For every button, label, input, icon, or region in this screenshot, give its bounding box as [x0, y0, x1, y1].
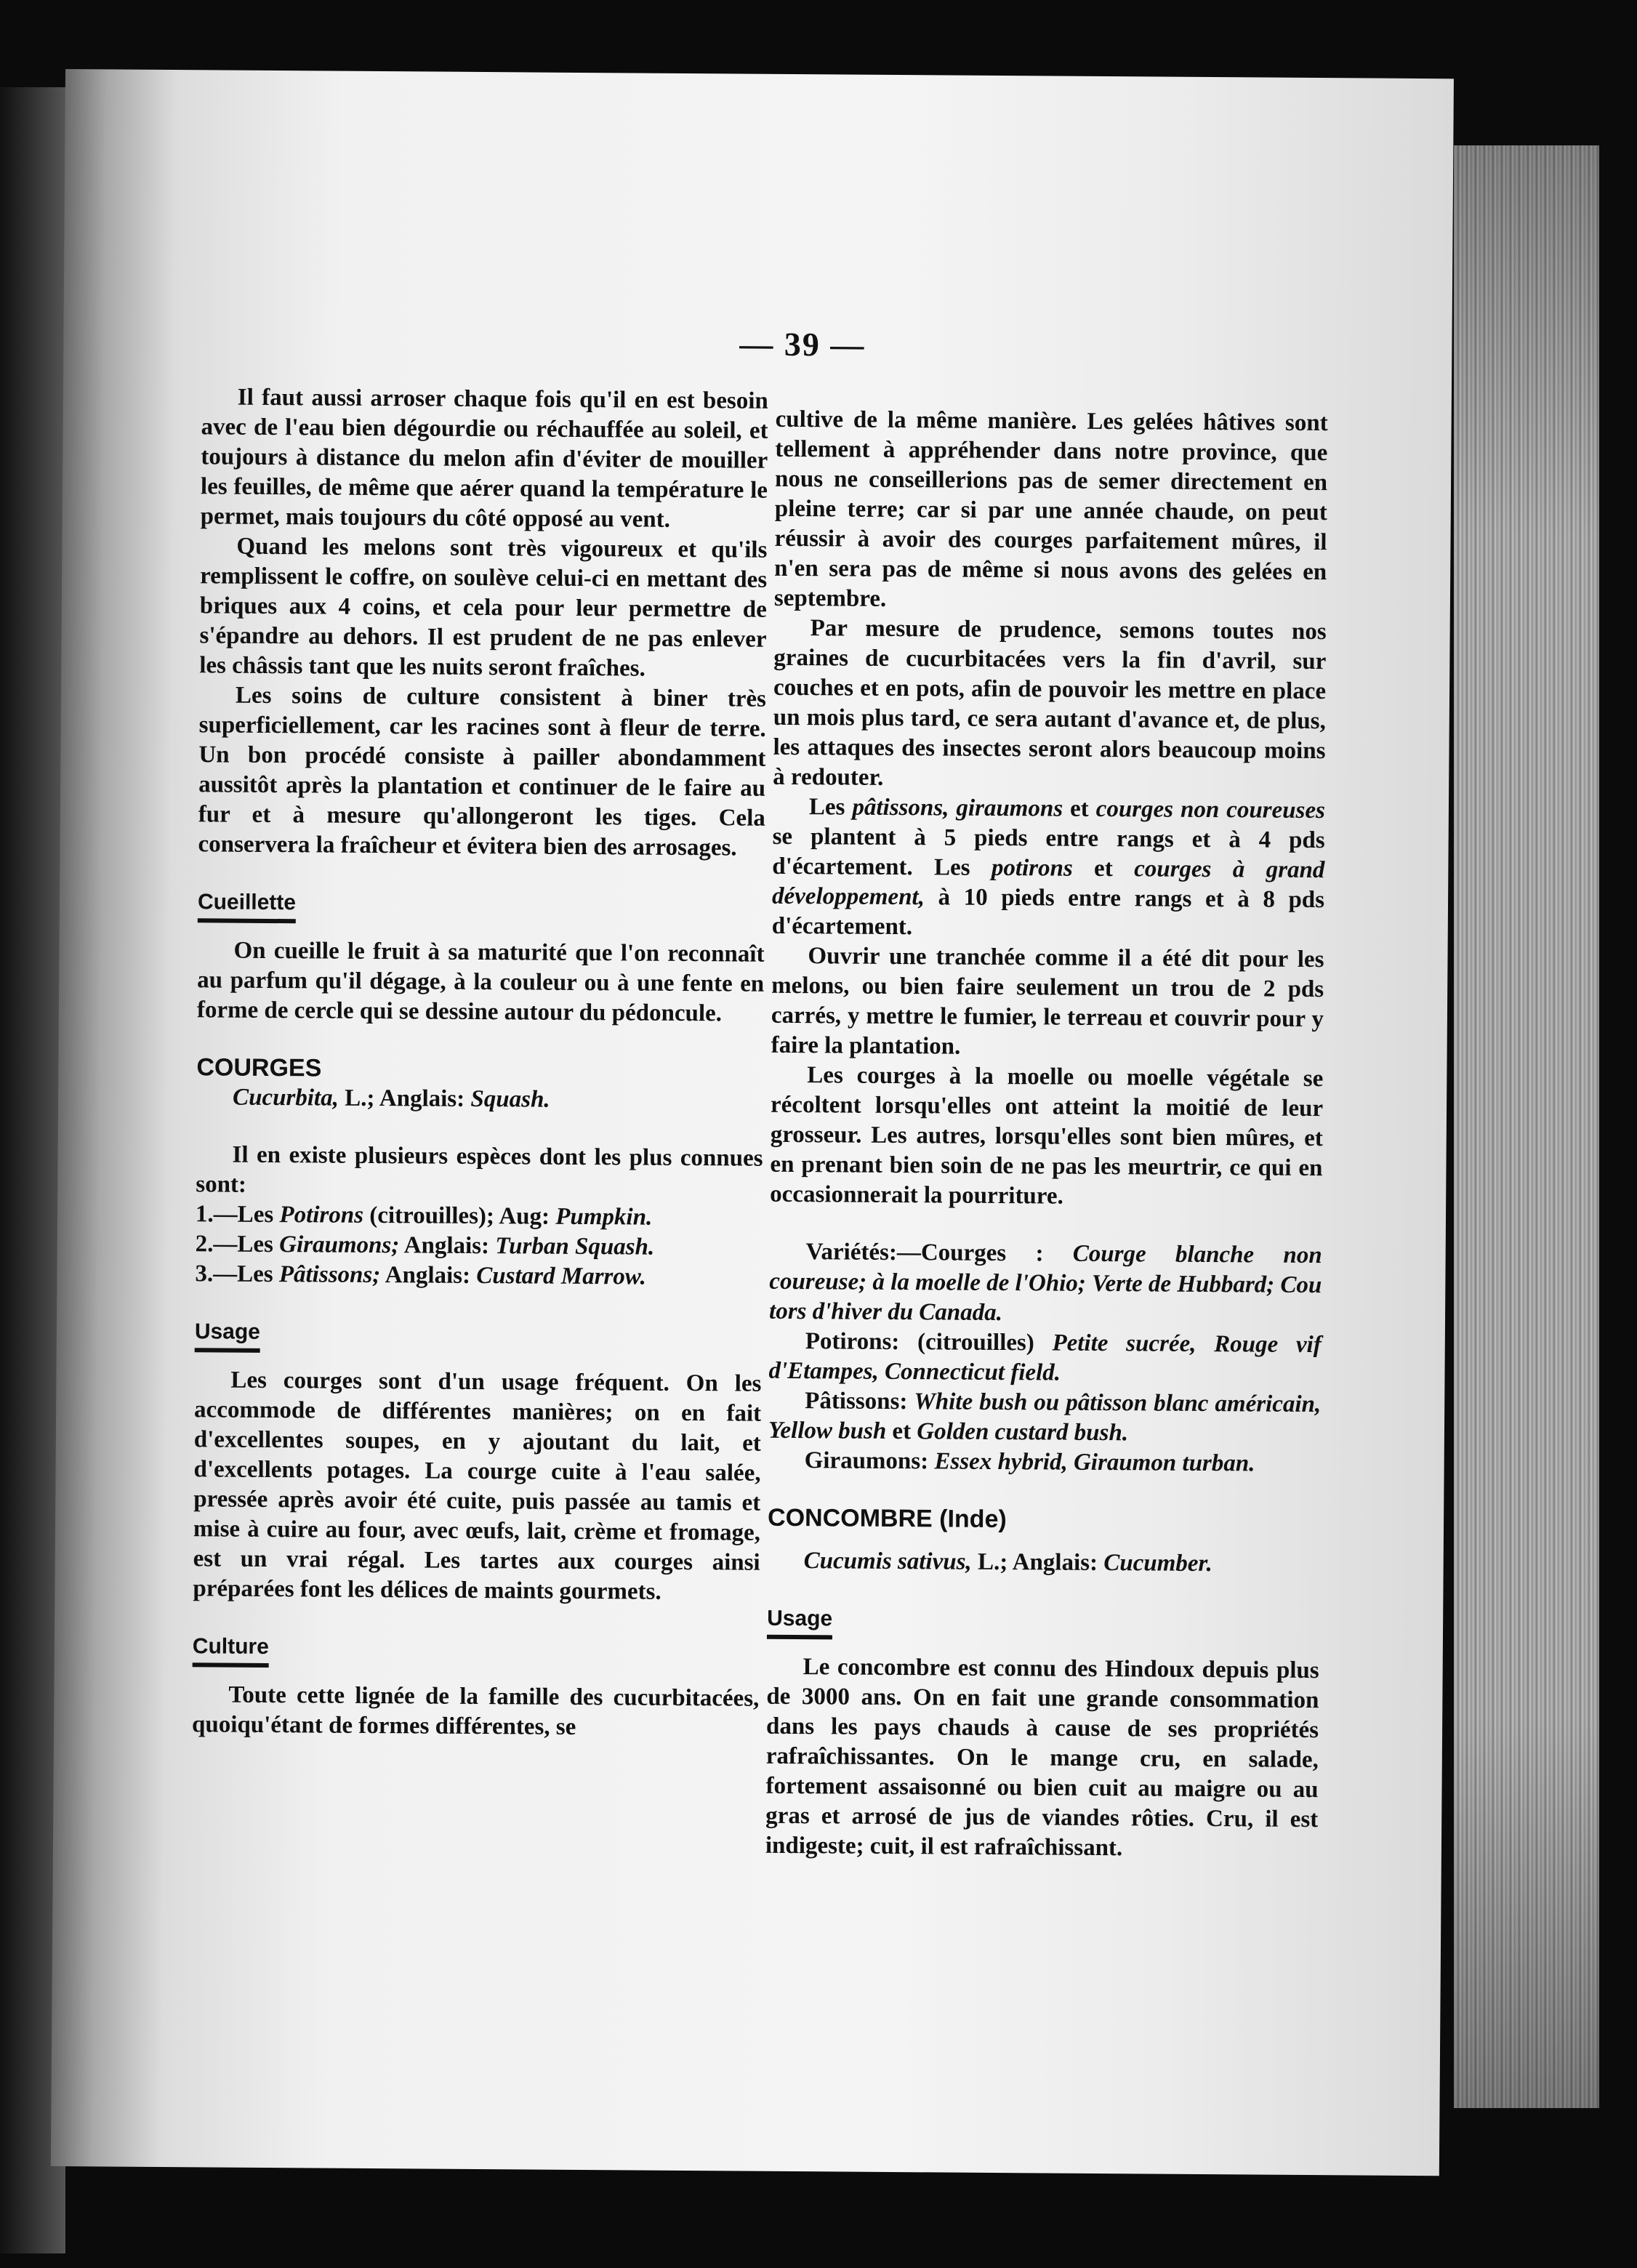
paragraph-arrosage: Il faut aussi arroser chaque fois qu'il en est besoin avec de l'eau bien dégourdie ou réchauffée au soleil, et toujours à distance du melon afin d'éviter de mouiller les feuilles, de même que aérer quand la température le permet, mais toujours du côté opposé au vent. — [200, 384, 768, 533]
heading-culture: Culture — [193, 1631, 269, 1668]
paragraph-especes-intro: Il en existe plusieurs espèces dont les plus connues sont: — [196, 1141, 763, 1198]
paragraph-prudence: Par mesure de prudence, semons toutes nos graines de cucurbitacées vers la fin d'avril, sur couches et en pots, afin de pouvoir les mettre en place un mois plus tard, ce sera autant d'avance et, de plus, les attaques des insectes seront alors beaucoup moins à redouter. — [773, 615, 1327, 791]
section-title-concombre: CONCOMBRE (Inde) — [767, 1503, 1007, 1534]
paragraph-soins-culture: Les soins de culture consistent à biner très superficiellement, car les racines sont à fleur de terre. Un bon procédé consiste à pailler abondamment aussitôt après la plantation et continuer de le faire au fur et à mesure qu'allongeront les tiges. Cela conservera la fraîcheur et évitera bien des arrosages. — [198, 682, 767, 861]
page-number: — 39 — — [739, 325, 866, 363]
book-page — [51, 69, 1454, 2176]
heading-usage-concombre: Usage — [767, 1604, 832, 1640]
paragraph-usage-courges: Les courges sont d'un usage fréquent. On les accommode de différentes manières; on en fait d'excellentes soupes, en y ajoutant du lait, et d'excellents potages. La courge cuite à l'eau salée, pressée après avoir été cuite, puis passée au tamis et mise à cuire au four, avec œufs, lait, crème et fromage, est un vrai régal. Les tartes aux courges ainsi préparées font les délices de maints gourmets. — [193, 1367, 762, 1605]
section-title-courges: COURGES — [196, 1053, 322, 1082]
varietes-giraumons: Giraumons: Essex hybrid, Giraumon turban. — [804, 1447, 1255, 1477]
right-column — [765, 405, 1328, 1865]
paragraph-usage-concombre: Le concombre est connu des Hindoux depuis plus de 3000 ans. On en fait une grande consommation dans les pays chauds à cause de ses propriétés rafraîchissantes. On le mange cru, en salade, fortement assaisonné ou bien cuit au maigre ou au gras et arrosé de jus de viandes rôties. Cru, il est indigeste; cuit, il est rafraîchissant. — [765, 1654, 1319, 1862]
varietes-patissons: Pâtissons: White bush ou pâtisson blanc américain, Yellow bush et Golden custard bush. — [768, 1388, 1322, 1447]
paragraph-tranchee: Ouvrir une tranchée comme il a été dit pour les melons, ou bien faire seulement un trou de 2 pds carrés, y mettre le fumier, le terreau et couvrir pour y faire la plantation. — [771, 943, 1324, 1060]
paragraph-culture: Toute cette lignée de la famille des cucurbitacées, quoiqu'étant de formes différentes, se — [191, 1681, 760, 1740]
paragraph-gelees: cultive de la même manière. Les gelées hâtives sont tellement à appréhender dans notre province, que nous ne conseillerions pas de semer directement en pleine terre; car si par une année chaude, on peut réussir à avoir des courges parfaitement mûres, il n'en sera pas de même si nous avons des gelées en septembre. — [773, 406, 1328, 612]
espece-item: 1.—Les Potirons (citrouilles); Aug: Pumpkin. — [195, 1201, 653, 1231]
paragraph-recolte: Les courges à la moelle ou moelle végétale se récoltent lorsqu'elles ont atteint la moitié de leur grosseur. Les autres, lorsqu'elles sont bien mûres, et en prenant bien soin de ne pas les meurtrir, ce qui en occasionnerait la pourriture. — [770, 1062, 1324, 1210]
paragraph-melons-coffre: Quand les melons sont très vigoureux et qu'ils remplissent le coffre, on soulève celui-ci en mettant des briques aux 4 coins, et cela pour leur permettre de s'épandre au dehors. Il est prudent de ne pas enlever les châssis tant que les nuits seront fraîches. — [199, 533, 768, 682]
book-page-edges — [1454, 145, 1599, 2108]
concombre-names: Cucumis sativus, L.; Anglais: Cucumber. — [803, 1548, 1212, 1577]
left-column — [192, 382, 768, 1743]
paragraph-plantation: Les pâtissons, giraumons et courges non coureuses se plantent à 5 pieds entre rangs et à 4 pds d'écartement. Les potirons et courges à grand développement, à 10 pieds entre rangs et à 8 pds d'écartement. — [771, 794, 1326, 941]
varietes-courges: Variétés:—Courges : Courge blanche non coureuse; à la moelle de l'Ohio; Verte de Hubbard; Cou tors d'hiver du Canada. — [768, 1239, 1322, 1327]
espece-item: 3.—Les Pâtissons; Anglais: Custard Marrow. — [195, 1260, 646, 1290]
heading-cueillette: Cueillette — [198, 887, 296, 923]
heading-usage-courges: Usage — [195, 1316, 260, 1353]
espece-item: 2.—Les Giraumons; Anglais: Turban Squash. — [195, 1231, 655, 1260]
paragraph-cueillette: On cueille le fruit à sa maturité que l'on reconnaît au parfum qu'il dégage, à la couleur ou à une fente en forme de cercle qui se dessine autour du pédoncule. — [196, 937, 765, 1027]
courges-names: Cucurbita, L.; Anglais: Squash. — [233, 1084, 550, 1113]
varietes-potirons: Potirons: (citrouilles) Petite sucrée, Rouge vif d'Etampes, Connecticut field. — [768, 1328, 1322, 1386]
